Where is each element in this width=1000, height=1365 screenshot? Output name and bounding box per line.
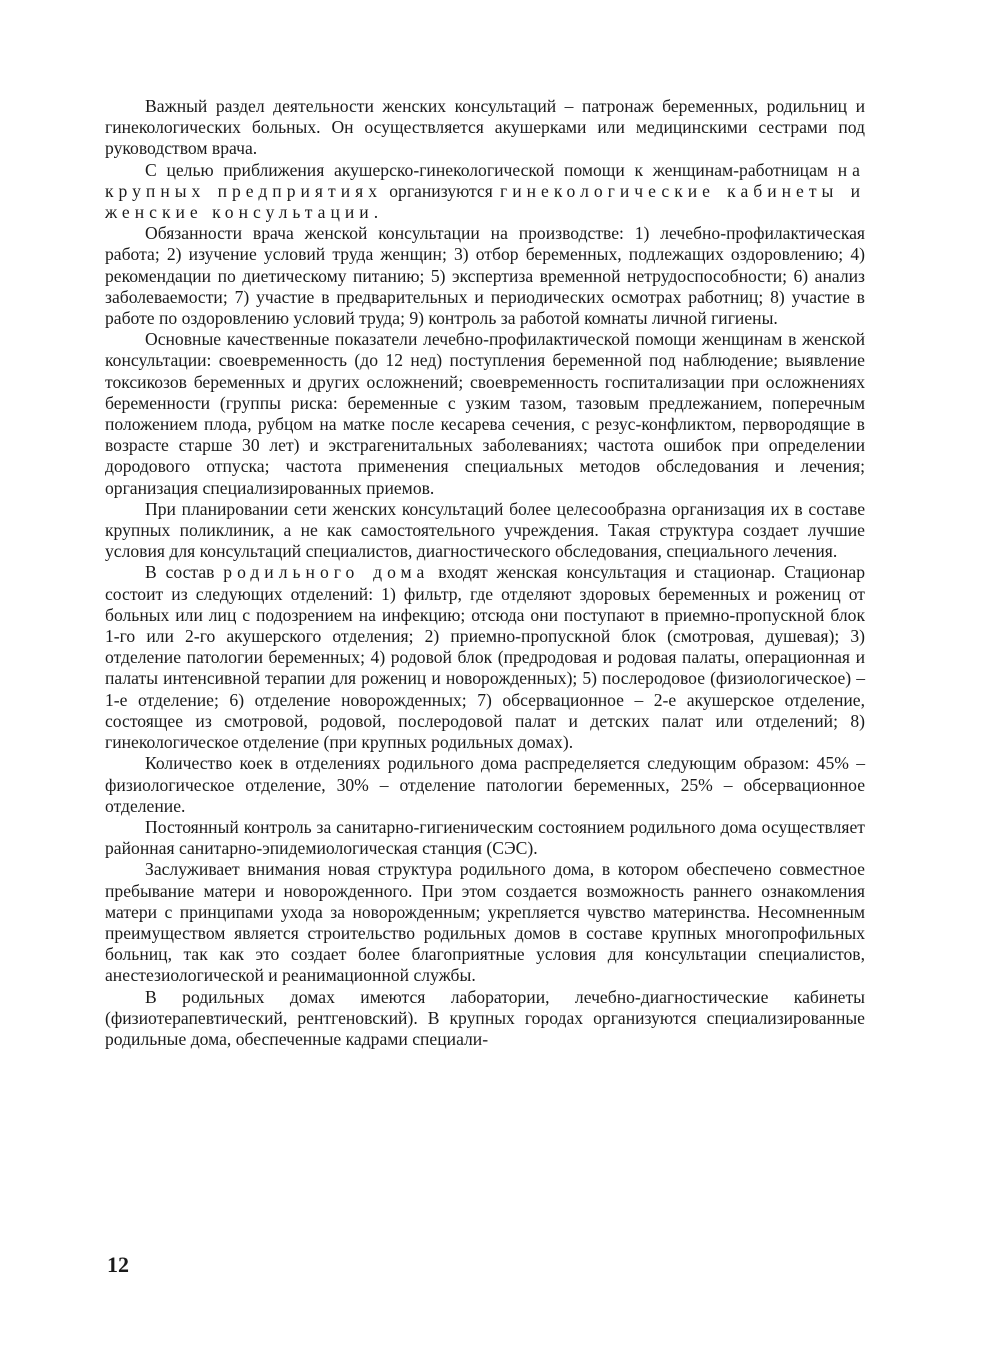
paragraph (105, 160, 865, 224)
page-number: 12 (107, 1252, 129, 1277)
paragraph-text: Постоянный контроль за санитарно-гигиеническим состоянием родильного дома осуществляет районная санитарно-эпидемиологическая станция (СЭС). (105, 816, 865, 859)
paragraph (105, 817, 865, 859)
paragraph (105, 96, 865, 160)
paragraph-text: Важный раздел деятельности женских консультаций – патронаж беременных, родильниц и гинекологических больных. Он осуществляется акушерками или медицинскими сестрами под руководством врача. (105, 96, 865, 159)
paragraph-text: Заслуживает внимания новая структура родильного дома, в котором обеспечено совместное пребывание матери и новорожденного. При этом создается возможность раннего ознакомления матери с принципами ухода за новорожденным; укрепляется чувство материнства. Несомненным преимуществом является строительство родильных домов в составе крупных многопрофильных больниц, так как это создает более благоприятные условия для консультации специалистов, анестезиологической и реанимационной службы. (105, 859, 865, 986)
paragraph-text: организуются (382, 180, 500, 201)
paragraph-text: В родильных домах имеются лаборатории, лечебно-диагностические кабинеты (физиотерапевтический, рентгеновский). В крупных городах организуются специализированные родильные дома, обеспеченные кадрами специали- (105, 986, 865, 1049)
paragraph-text: . (373, 202, 379, 223)
paragraph (105, 859, 865, 986)
paragraph-text: С целью приближения акушерско-гинекологической помощи к женщинам-работницам (145, 159, 838, 180)
spaced-emphasis-text: на крупных предприятиях (105, 159, 865, 201)
paragraph (105, 753, 865, 817)
paragraph (105, 987, 865, 1051)
spaced-emphasis-text: гинекологические кабинеты и женские консультации (105, 180, 865, 223)
paragraph-text: При планировании сети женских консультаций более целесообразна организация их в составе крупных поликлиник, а не как самостоятельного учреждения. Такая структура создает лучшие условия для консультаций специалистов, диагностического обследования, специального лечения. (105, 498, 865, 562)
paragraph-text: Количество коек в отделениях родильного дома распределяется следующим образом: 45% – физиологическое отделение, 30% – отделение патологии беременных, 25% – обсервационное отделение. (105, 753, 865, 816)
spaced-emphasis-text: родильного дома (223, 562, 430, 583)
paragraph (105, 499, 865, 563)
paragraph-text: Основные качественные показатели лечебно-профилактической помощи женщинам в женской консультации: своевременность (до 12 нед) поступления беременной под наблюдение; выявление токсикозов беременных и других осложнений; своевременность госпитализации при осложнениях беременности (группы риска: беременные с узким тазом, тазовым предлежанием, поперечным положением плода, рубцом на матке после кесарева сечения, с резус-конфликтом, первородящие в возрасте старше 30 лет) и экстрагенитальных заболеваниях; частота ошибок при определении дородового отпуска; частота применения специальных методов обследования и лечения; организация специализированных приемов. (105, 329, 865, 498)
paragraph (105, 223, 865, 329)
paragraph (105, 562, 865, 753)
paragraph-text: Обязанности врача женской консультации на производстве: 1) лечебно-профилактическая работа; 2) изучение условий труда женщин; 3) отбор беременных, подлежащих оздоровлению; 4) рекомендации по диетическому питанию; 5) экспертиза временной нетрудоспособности; 6) анализ заболеваемости; 7) участие в предварительных и периодических осмотрах работниц; 8) участие в работе по оздоровлению условий труда; 9) контроль за работой комнаты личной гигиены. (105, 223, 865, 329)
paragraph-text: В состав (145, 562, 224, 583)
page-body (105, 96, 865, 1050)
paragraph (105, 329, 865, 499)
paragraph-text: входят женская консультация и стационар. Стационар состоит из следующих отделений: 1) фильтр, где отделяют здоровых беременных и рожениц от больных или лиц с подозрением на инфекцию; отсюда они поступают в приемно-пропускной блок 1-го или 2-го акушерского отделения; 2) приемно-пропускной блок (смотровая, душевая); 3) отделение патологии беременных; 4) родовой блок (предродовая и родовая палаты, операционная и палаты интенсивной терапии для рожениц и новорожденных); 5) послеродовое (физиологическое) – 1-е отделение; 6) отделение новорожденных; 7) обсервационное – 2-е акушерское отделение, состоящее из смотровой, родовой, послеродовой палат и детских палат или отделений; 8) гинекологическое отделение (при крупных родильных домах). (105, 562, 865, 753)
